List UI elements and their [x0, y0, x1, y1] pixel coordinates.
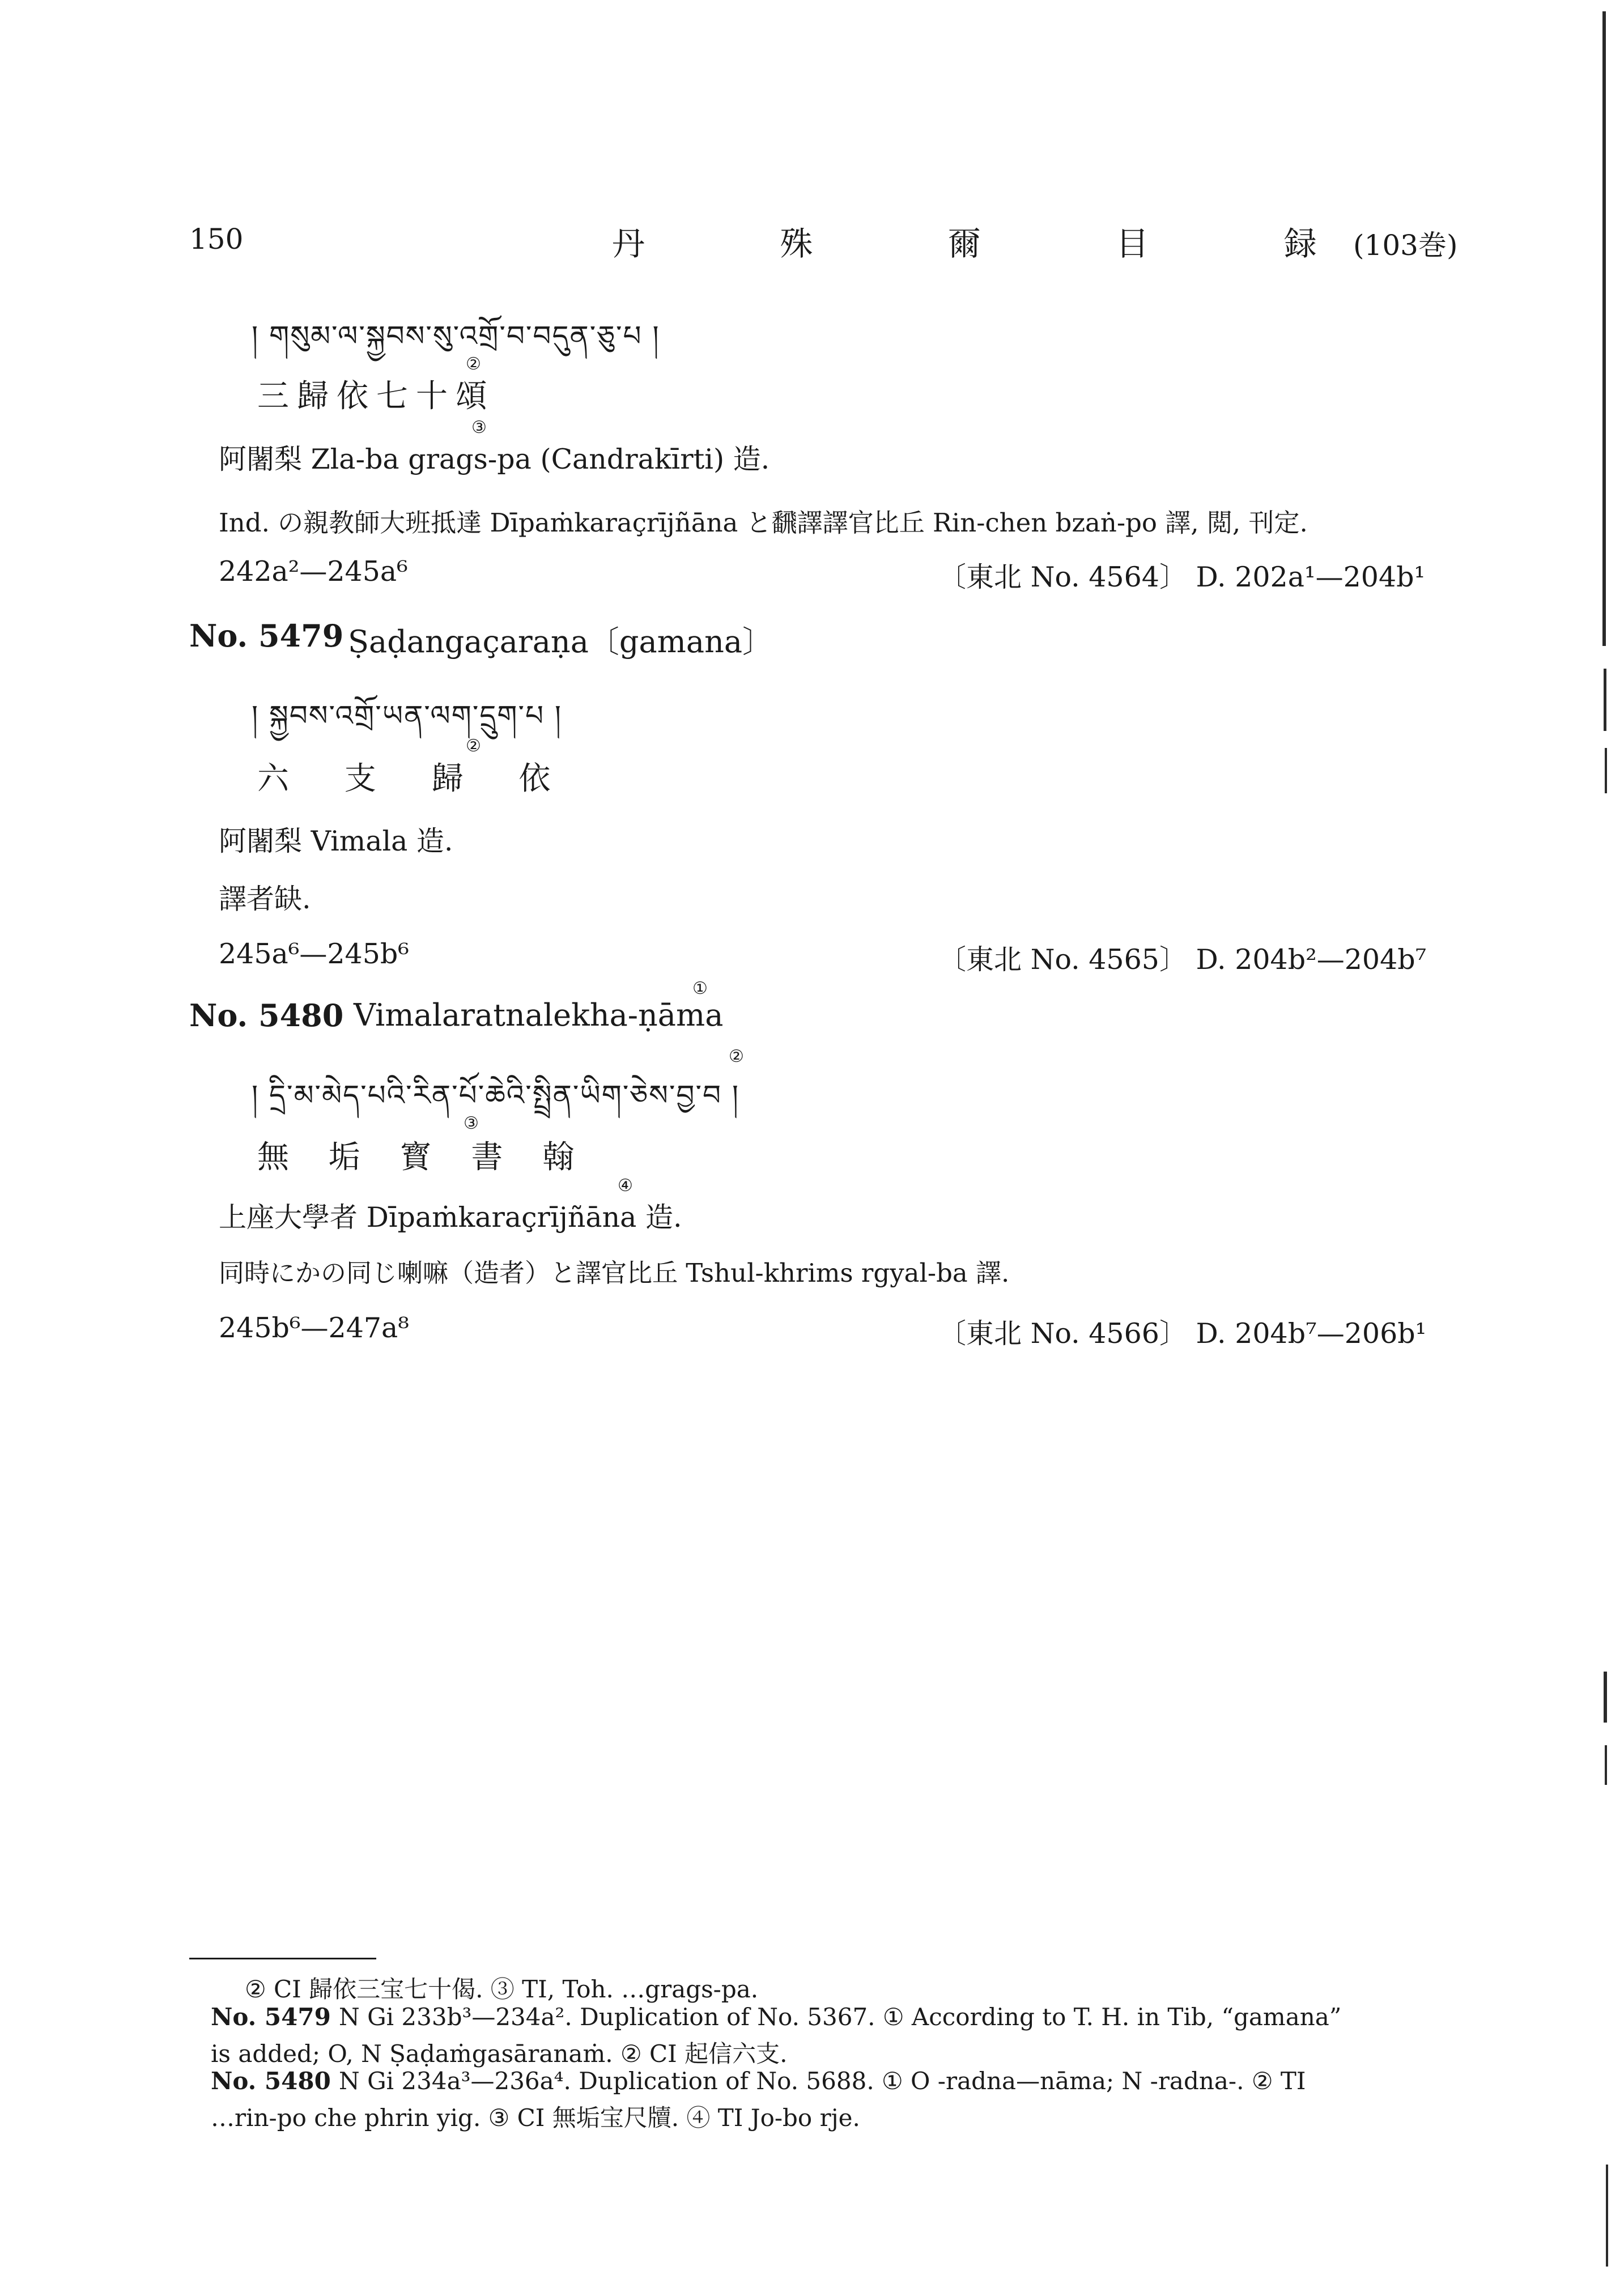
- catalog-reference: 〔東北 No. 4566〕 D. 204b⁷—206b¹: [938, 1317, 1427, 1350]
- entry-title: Ṣaḍangaçaraṇa〔gamana〕: [348, 624, 773, 660]
- page-number: 150: [189, 223, 244, 256]
- footnote-line: …rin-po che phrin yig. ③ CI 無垢宝尺牘. ④ TI Jo-bo rje.: [211, 2104, 860, 2132]
- footnote-marker: ③: [464, 1113, 479, 1133]
- entry-number: No. 5480: [189, 997, 344, 1034]
- author-line: 阿闍梨 Zla-ba grags-pa (Candrakīrti) 造.: [219, 443, 770, 475]
- catalog-reference: 〔東北 No. 4564〕 D. 202a¹—204b¹: [938, 561, 1426, 593]
- folio-range: 245b⁶—247a⁸: [219, 1312, 409, 1344]
- catalog-reference: 〔東北 No. 4565〕 D. 204b²—204b⁷: [938, 943, 1427, 976]
- footnote-line: N Gi 234a³—236a⁴. Duplication of No. 5688. ① O -radna—nāma; N -radna-. ② TI: [339, 2067, 1306, 2095]
- footnote-marker: ②: [466, 354, 481, 374]
- translator-line: 譯者缺.: [219, 883, 311, 915]
- footnote-marker: ②: [729, 1047, 744, 1066]
- translator-line: Ind. の親教師大班抵達 Dīpaṁkaraçrījñāna と飜譯譯官比丘 Rin-chen bzaṅ-po 譯, 閲, 刊定.: [219, 508, 1308, 538]
- folio-range: 245a⁶—245b⁶: [219, 938, 409, 970]
- footnote-marker: ①: [692, 979, 708, 998]
- tibetan-title: ། དྲི་མ་མེད་པའི་རིན་པོ་ཆེའི་སྤྲིན་ཡིག་ཅེས་བྱ་བ །: [252, 1079, 739, 1112]
- scan-edge-mark: [1605, 1745, 1607, 1785]
- translator-line: 同時にかの同じ喇嘛（造者）と譯官比丘 Tshul-khrims rgyal-ba 譯.: [219, 1258, 1010, 1288]
- tibetan-title: ། སྐྱབས་འགྲོ་ཡན་ལག་དྲུག་པ །: [252, 699, 563, 732]
- entry-number: No. 5479: [189, 618, 344, 654]
- footnote-line: ② CI 歸依三宝七十偈. ③ TI, Toh. …grags-pa.: [245, 1975, 759, 2003]
- cjk-title: 無 垢 寳 書 翰: [257, 1139, 589, 1176]
- footnote-line: N Gi 233b³—234a². Duplication of No. 5367. ① According to T. H. in Tib, “gamana”: [339, 2003, 1342, 2031]
- scan-edge-mark: [1604, 1672, 1607, 1723]
- author-line: 上座大學者 Dīpaṁkaraçrījñāna 造.: [219, 1201, 682, 1234]
- footnote-marker: ②: [466, 736, 481, 756]
- scan-edge-mark: [1604, 669, 1606, 731]
- footnote-marker: ③: [471, 418, 487, 437]
- page-title: 丹 殊 爾 目 録: [612, 224, 1379, 263]
- author-line: 阿闍梨 Vimala 造.: [219, 825, 453, 857]
- scan-edge-mark: [1606, 2165, 1608, 2267]
- footnote-marker: ④: [618, 1176, 633, 1196]
- volume-label: (103巻): [1353, 229, 1458, 262]
- scan-edge-mark: [1602, 11, 1606, 646]
- entry-title: Vimalaratnalekha-ṇāma: [354, 997, 724, 1033]
- cjk-title: 三歸依七十頌: [257, 378, 495, 415]
- footnote-entry-number: No. 5479: [211, 2003, 331, 2031]
- footnote-rule: [189, 1958, 376, 1959]
- footnote-entry-number: No. 5480: [211, 2067, 331, 2095]
- scan-edge-mark: [1605, 748, 1607, 793]
- folio-range: 242a²—245a⁶: [219, 555, 408, 588]
- footnote-line: is added; O, N Ṣaḍaṁgasāranaṁ. ② CI 起信六支.: [211, 2040, 788, 2068]
- cjk-title: 六 支 歸 依: [257, 760, 573, 797]
- tibetan-title: ། གསུམ་ལ་སྐྱབས་སུ་འགྲོ་བ་བདུན་ཅུ་པ །: [252, 320, 660, 352]
